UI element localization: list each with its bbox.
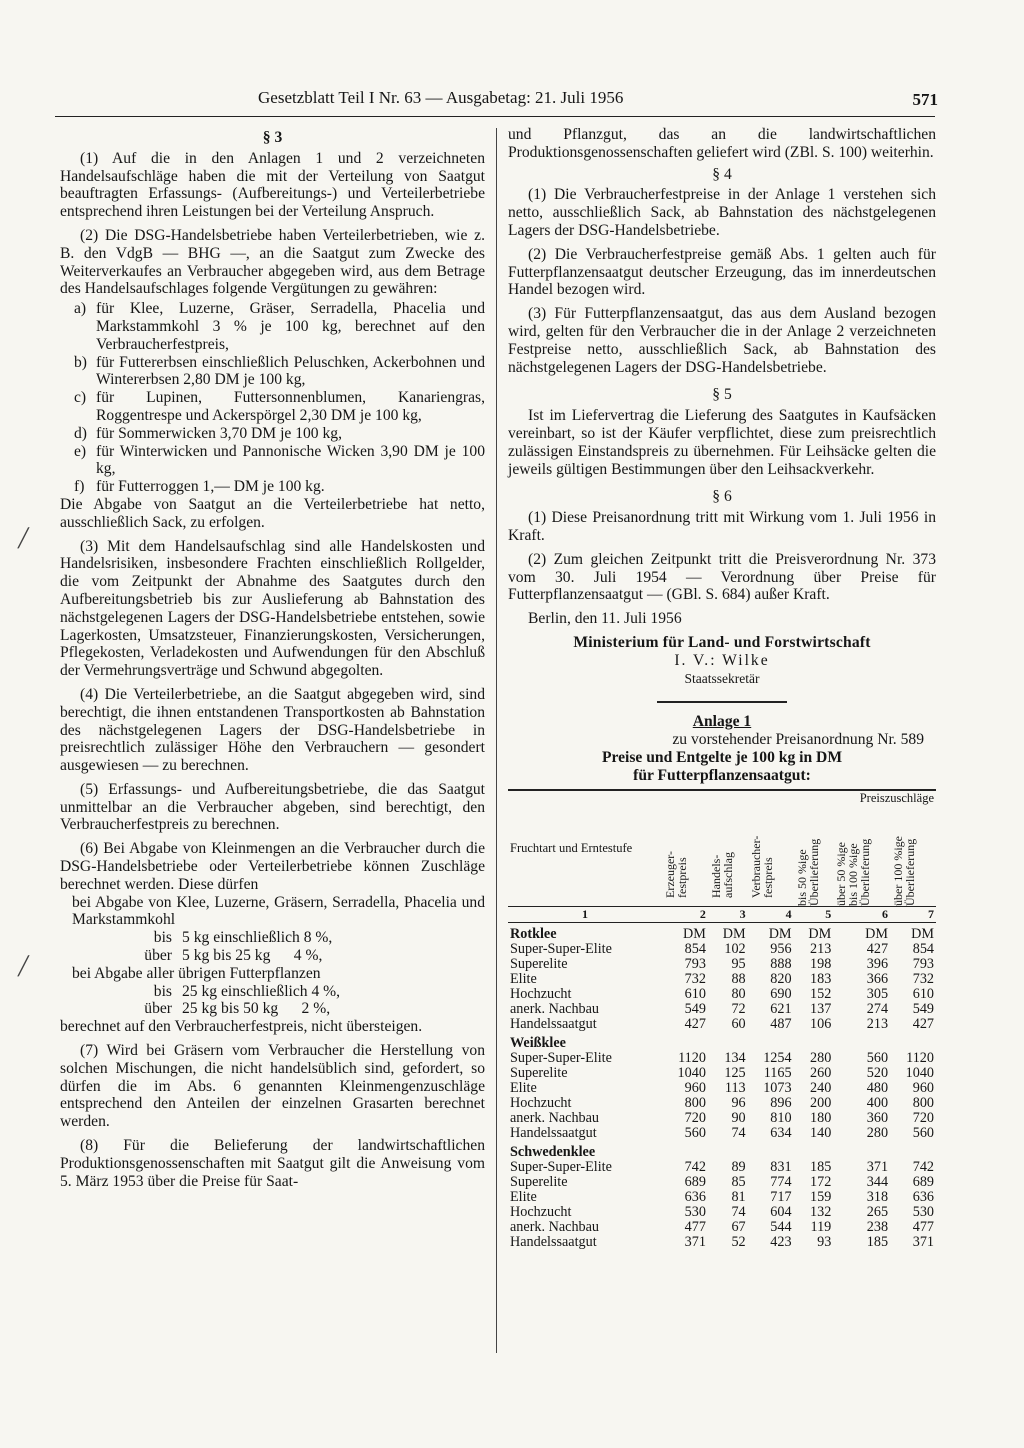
table-cell: 487 xyxy=(770,1015,792,1032)
table-cell: 477 xyxy=(912,1218,934,1235)
table-cell: 427 xyxy=(684,1015,706,1032)
table-cell: 185 xyxy=(866,1233,889,1250)
unit-cell: DM xyxy=(768,925,792,942)
list-item-label: b) xyxy=(74,353,87,371)
row-label: Elite xyxy=(510,1079,537,1096)
list-item xyxy=(74,478,485,496)
table-row xyxy=(508,1051,936,1066)
column-header xyxy=(833,806,890,907)
row-label: Superelite xyxy=(510,955,568,972)
table-cell: 732 xyxy=(684,970,706,987)
paragraph: (5) Erfassungs- und Aufbereitungsbetriebe, die das Saatgut unmittelbar an die Verbraucher abgeben, sind berechtigt, den Verbraucherfestpreis zu berechnen. xyxy=(60,780,485,834)
row-label: Super-Super-Elite xyxy=(510,1158,612,1175)
row-label: Handelssaatgut xyxy=(510,1015,597,1032)
table-row xyxy=(508,1002,936,1017)
tier-qualifier: bis xyxy=(153,929,172,947)
table-cell: 560 xyxy=(684,1124,706,1141)
table-cell: 720 xyxy=(684,1109,706,1126)
tier-qualifier: über xyxy=(144,1000,172,1018)
table-cell: 159 xyxy=(810,1188,832,1205)
table-cell: 549 xyxy=(684,1000,706,1017)
table-cell: 742 xyxy=(912,1158,934,1175)
section-heading: § 3 xyxy=(262,129,283,146)
table-cell: 89 xyxy=(731,1158,746,1175)
page-number: 571 xyxy=(912,90,938,109)
table-cell: 67 xyxy=(731,1218,746,1235)
row-label: Superelite xyxy=(510,1064,568,1081)
column-header xyxy=(708,790,748,907)
left-column xyxy=(60,126,485,1196)
column-header-label: über 50 %ige bis 100 %ige Überlieferung xyxy=(834,838,873,906)
list-item xyxy=(74,300,485,353)
table-cell: 742 xyxy=(684,1158,706,1175)
column-number-row xyxy=(508,906,936,922)
place-date: Berlin, den 11. Juli 1956 xyxy=(528,610,682,628)
table-cell: 318 xyxy=(866,1188,889,1205)
row-label: Super-Super-Elite xyxy=(510,940,612,957)
paragraph: Die Abgabe von Saatgut an die Verteilerbetriebe hat netto, ausschließlich Sack, zu erfolgen. xyxy=(60,495,485,531)
table-cell: 95 xyxy=(731,955,746,972)
column-header-label: Verbraucher- festpreis xyxy=(748,835,775,898)
tier-qualifier: über xyxy=(144,947,172,965)
table-cell: 810 xyxy=(770,1109,792,1126)
table-cell: 427 xyxy=(866,940,889,957)
table-cell: 634 xyxy=(770,1124,792,1141)
table-cell: 85 xyxy=(731,1173,746,1190)
section-heading: § 6 xyxy=(712,488,732,506)
annex-subtitle: zu vorstehender Preisanordnung Nr. 589 xyxy=(672,731,924,749)
paragraph: (1) Auf die in den Anlagen 1 und 2 verzeichneten Handelsaufschläge haben die mit der Verteilung von Saatgut beauftragten Erfassungs- (Aufbereitungs-) und Verteilerbetriebe entsprechend ihren Leistungen bei der Verteilung Anspruch. xyxy=(60,149,485,221)
paragraph: (4) Die Verteilerbetriebe, an die Saatgut abgegeben wird, sind berechtigt, die ihnen entstandenen Transportkosten ab Bahnstation des nächstgelegenen Lagers der DSG-Handelsbetriebe in preisrechtlich zulässiger Höhe den Verbrauchern — gesondert ausgewiesen — zu berechnen. xyxy=(60,685,485,775)
table-cell: 180 xyxy=(810,1109,832,1126)
table-row xyxy=(508,1175,936,1190)
group-spacer xyxy=(662,1032,936,1051)
table-cell: 621 xyxy=(770,1000,792,1017)
table-cell: 396 xyxy=(866,955,889,972)
table-cell: 96 xyxy=(731,1094,746,1111)
table-cell: 125 xyxy=(724,1064,746,1081)
table-cell: 371 xyxy=(866,1158,889,1175)
table-cell: 636 xyxy=(912,1188,934,1205)
column-number: 2 xyxy=(662,906,708,922)
table-cell: 90 xyxy=(731,1109,746,1126)
table-cell: 265 xyxy=(866,1203,889,1220)
table-row xyxy=(508,1017,936,1032)
page-header xyxy=(258,88,938,118)
table-cell: 689 xyxy=(912,1173,934,1190)
table-cell: 549 xyxy=(912,1000,934,1017)
row-label: Hochzucht xyxy=(510,985,572,1002)
table-cell: 137 xyxy=(810,1000,832,1017)
table-cell: 636 xyxy=(684,1188,706,1205)
list-item-text: für Futterroggen 1,— DM je 100 kg. xyxy=(96,478,325,496)
table-cell: 423 xyxy=(770,1233,792,1250)
paragraph: (7) Wird bei Gräsern vom Verbraucher die Herstellung von solchen Mischungen, die nicht handelsüblich sind, gefordert, so dürfen die im Abs. 6 genannten Kleinmengenzuschläge entsprechend den Anteilen der einzelnen Grasarten berechnet werden. xyxy=(60,1042,485,1131)
table-cell: 427 xyxy=(912,1015,934,1032)
paragraph: (2) Die Verbraucherfestpreise gemäß Abs. 1 gelten auch für Futterpflanzensaatgut deutscher Erzeugung, das im innerdeutschen Handel bezogen wird. xyxy=(508,245,936,299)
unit-cell: DM xyxy=(683,925,706,942)
table-cell: 831 xyxy=(770,1158,792,1175)
list-item xyxy=(74,389,485,425)
table-row xyxy=(508,1111,936,1126)
table-cell: 774 xyxy=(770,1173,792,1190)
table-cell: 172 xyxy=(810,1173,832,1190)
column-header-label: über 100 %ige Überlieferung xyxy=(891,835,918,906)
row-label: Elite xyxy=(510,970,537,987)
margin-mark: ╱ xyxy=(18,528,29,548)
header-rule xyxy=(55,116,935,117)
signature-ministry: Ministerium für Land- und Forstwirtschaft xyxy=(573,633,871,651)
paragraph: berechnet auf den Verbraucherfestpreis, nicht übersteigen. xyxy=(60,1018,423,1036)
table-cell: 240 xyxy=(810,1079,832,1096)
signature-role: Staatssekretär xyxy=(684,670,760,686)
list-item-text: für Klee, Luzerne, Gräser, Serradella, Phacelia und Markstammkohl 3 % je 100 kg, berechnet auf den Verbraucherfestpreis, xyxy=(96,300,485,353)
table-cell: 280 xyxy=(810,1049,832,1066)
table-cell: 717 xyxy=(770,1188,792,1205)
unit-cell: DM xyxy=(722,925,746,942)
paragraph: (1) Diese Preisanordnung tritt mit Wirkung vom 1. Juli 1956 in Kraft. xyxy=(508,509,936,544)
table-cell: 93 xyxy=(817,1233,832,1250)
table-cell: 152 xyxy=(810,985,832,1002)
table-cell: 366 xyxy=(866,970,889,987)
table-cell: 820 xyxy=(770,970,792,987)
unit-cell: DM xyxy=(911,925,934,942)
list-item-text: für Lupinen, Futtersonnenblumen, Kanariengras, Roggentrespe und Ackerspörgel 2,30 DM je 100 kg, xyxy=(96,389,485,424)
table-cell: 88 xyxy=(731,970,746,987)
table-cell: 1073 xyxy=(763,1079,792,1096)
table-cell: 520 xyxy=(866,1064,889,1081)
paragraph: (2) Die DSG-Handelsbetriebe haben Verteilerbetrieben, wie z. B. den VdgB — BHG —, an die Saatgut zum Zwecke des Weiterverkaufes an Verbraucher abgegeben wird, aus dem Betrage des Handelsaufschlages folgende Vergütungen zu gewähren: xyxy=(60,226,485,298)
table-cell: 793 xyxy=(912,955,934,972)
table-cell: 530 xyxy=(684,1203,706,1220)
table-cell: 183 xyxy=(810,970,832,987)
table-cell: 854 xyxy=(912,940,934,957)
price-table xyxy=(508,789,936,1250)
list xyxy=(60,300,485,496)
paragraph: und Pflanzgut, das an die landwirtschaftlichen Produktionsgenossenschaften geliefert wird (ZBl. S. 100) weiterhin. xyxy=(508,126,936,161)
table-row xyxy=(508,957,936,972)
table-cell: 280 xyxy=(866,1124,889,1141)
table-cell: 52 xyxy=(731,1233,746,1250)
surcharge-tier xyxy=(72,1000,485,1018)
column-number: 4 xyxy=(748,906,794,922)
paragraph: (2) Zum gleichen Zeitpunkt tritt die Preisverordnung Nr. 373 vom 30. Juli 1954 — Verordnung über Preise für Futterpflanzensaatgut — (GBl. S. 684) außer Kraft. xyxy=(508,550,936,604)
paragraph: bei Abgabe aller übrigen Futterpflanzen xyxy=(72,964,321,982)
column-header xyxy=(890,806,936,907)
table-row xyxy=(508,987,936,1002)
table-cell: 198 xyxy=(810,955,832,972)
column-header xyxy=(794,806,834,907)
list-item-text: für Winterwicken und Pannonische Wicken 3,90 DM je 100 kg, xyxy=(96,442,485,478)
table-cell: 854 xyxy=(684,940,706,957)
table-cell: 213 xyxy=(866,1015,889,1032)
surcharge-tiers xyxy=(60,983,485,1019)
paragraph: bei Abgabe von Klee, Luzerne, Gräsern, Serradella, Phacelia und Markstammkohl xyxy=(72,893,485,929)
row-label: anerk. Nachbau xyxy=(510,1218,600,1235)
table-row xyxy=(508,972,936,987)
right-column xyxy=(508,126,936,1250)
table-cell: 106 xyxy=(810,1015,832,1032)
table-cell: 134 xyxy=(724,1049,746,1066)
table-cell: 720 xyxy=(912,1109,934,1126)
table-cell: 610 xyxy=(912,985,934,1002)
table-cell: 896 xyxy=(770,1094,792,1111)
column-number: 3 xyxy=(708,906,748,922)
table-cell: 888 xyxy=(770,955,792,972)
group-name: Rotklee xyxy=(510,925,557,942)
table-row xyxy=(508,1126,936,1141)
table-row xyxy=(508,942,936,957)
column-number: 7 xyxy=(890,906,936,922)
surcharge-tier xyxy=(72,947,485,965)
group-name: Schwedenklee xyxy=(510,1143,596,1160)
table-cell: 1040 xyxy=(677,1064,706,1081)
tier-range: 5 kg einschließlich 8 %, xyxy=(182,929,333,947)
list-item xyxy=(74,354,485,390)
divider xyxy=(657,701,787,703)
table-cell: 72 xyxy=(731,1000,746,1017)
table-cell: 360 xyxy=(866,1109,889,1126)
list-item-text: für Futtererbsen einschließlich Peluschken, Ackerbohnen und Wintererbsen 2,80 DM je 100 kg, xyxy=(96,353,485,389)
table-cell: 689 xyxy=(684,1173,706,1190)
table-cell: 477 xyxy=(684,1218,706,1235)
paragraph: (6) Bei Abgabe von Kleinmengen an die Verbraucher durch die DSG-Handelsbetriebe oder Verteilerbetriebe können Zuschläge berechnet werden. Diese dürfen xyxy=(60,840,485,893)
table-row xyxy=(508,1235,936,1250)
table-cell: 113 xyxy=(724,1079,746,1096)
list-item-label: e) xyxy=(74,442,87,460)
section-heading: § 5 xyxy=(712,386,732,404)
row-label: Handelssaatgut xyxy=(510,1124,597,1141)
table-row xyxy=(508,1220,936,1235)
tier-qualifier: bis xyxy=(153,982,172,1000)
group-spacer xyxy=(662,1141,936,1160)
tier-range: 25 kg bis 50 kg 2 %, xyxy=(182,1000,331,1018)
row-label: Elite xyxy=(510,1188,537,1205)
table-cell: 690 xyxy=(770,985,792,1002)
row-label: anerk. Nachbau xyxy=(510,1109,600,1126)
page-title: Gesetzblatt Teil I Nr. 63 — Ausgabetag: 21. Juli 1956 xyxy=(258,88,624,107)
table-cell: 371 xyxy=(912,1233,934,1250)
group-row xyxy=(508,1032,936,1051)
table-cell: 793 xyxy=(684,955,706,972)
table-cell: 610 xyxy=(684,985,706,1002)
table-cell: 80 xyxy=(731,985,746,1002)
table-row xyxy=(508,1081,936,1096)
table-cell: 274 xyxy=(866,1000,889,1017)
list-item xyxy=(74,425,485,443)
table-cell: 800 xyxy=(684,1094,706,1111)
paragraph: (1) Die Verbraucherfestpreise in der Anlage 1 verstehen sich netto, ausschließlich Sack, ab Bahnstation des nächstgelegenen Lagers der DSG-Handelsbetriebe. xyxy=(508,186,936,239)
table-cell: 305 xyxy=(866,985,889,1002)
signature-signer: I. V.: Wilke xyxy=(674,651,770,669)
table-cell: 74 xyxy=(731,1124,746,1141)
table-cell: 560 xyxy=(866,1049,889,1066)
table-cell: 1040 xyxy=(905,1064,934,1081)
surcharge-tier xyxy=(72,929,485,947)
row-label: anerk. Nachbau xyxy=(510,1000,600,1017)
surcharge-tier xyxy=(72,983,485,1001)
row-label: Hochzucht xyxy=(510,1203,572,1220)
column-header xyxy=(748,790,794,907)
margin-mark: ╱ xyxy=(18,956,29,976)
table-cell: 119 xyxy=(810,1218,832,1235)
table-cell: 238 xyxy=(866,1218,889,1235)
group-row xyxy=(508,1141,936,1160)
section-heading: § 4 xyxy=(712,165,732,183)
price-table-body xyxy=(508,922,936,1250)
column-header-label: Erzeuger- festpreis xyxy=(663,850,689,898)
paragraph: (8) Für die Belieferung der landwirtschaftlichen Produktionsgenossenschaften mit Saatgut gilt die Anweisung vom 5. März 1953 über die Preise für Saat- xyxy=(60,1137,485,1190)
table-row xyxy=(508,1160,936,1175)
table-cell: 400 xyxy=(866,1094,889,1111)
table-cell: 1120 xyxy=(678,1049,706,1066)
table-cell: 260 xyxy=(810,1064,832,1081)
table-cell: 480 xyxy=(866,1079,889,1096)
column-divider xyxy=(496,128,497,1353)
column-header xyxy=(508,790,662,907)
table-row xyxy=(508,1190,936,1205)
table-cell: 560 xyxy=(912,1124,934,1141)
table-row xyxy=(508,1205,936,1220)
annex-heading: Preise und Entgelte je 100 kg in DM xyxy=(601,748,843,766)
paragraph: (3) Mit dem Handelsaufschlag sind alle Handelskosten und Handelsrisiken, insbesondere Frachten einschließlich Rollgelder, die vom Zeitpunkt der Abnahme des Saatgutes durch den Aufbereitungsbetrieb bis zur Auslieferung ab Bahnstation des nächstgelegenen Lagers der DSG-Handelsbetriebe entstehen, sowie Lagerkosten, Umsatzsteuer, Finanzierungskosten, Versicherungen, Pflegekosten, Verladekosten und Aufwendungen für den Abschluß der Vermehrungsverträge und Schwund abgegolten. xyxy=(60,537,485,680)
column-header-label: Fruchtart und Erntestufe xyxy=(510,840,633,855)
list-item xyxy=(74,443,485,479)
column-number: 6 xyxy=(833,906,890,922)
row-label: Superelite xyxy=(510,1173,568,1190)
column-header-label: Handels- aufschlag xyxy=(708,852,735,898)
column-header-label: bis 50 %ige Überlieferung xyxy=(794,838,821,906)
table-cell: 140 xyxy=(810,1124,832,1141)
table-cell: 74 xyxy=(731,1203,746,1220)
column-number: 1 xyxy=(508,906,662,922)
row-label: Handelssaatgut xyxy=(510,1233,597,1250)
table-cell: 960 xyxy=(684,1079,706,1096)
table-cell: 1120 xyxy=(906,1049,934,1066)
unit-cell: DM xyxy=(808,925,832,942)
group-name: Weißklee xyxy=(510,1034,566,1051)
table-cell: 956 xyxy=(770,940,792,957)
list-item-label: f) xyxy=(74,478,85,496)
unit-cell: DM xyxy=(865,925,889,942)
list-item-text: für Sommerwicken 3,70 DM je 100 kg, xyxy=(96,424,342,442)
paragraph: Ist im Liefervertrag die Lieferung des Saatgutes in Kaufsäcken vereinbart, so ist der Käufer verpflichtet, diese zum preisrechtlich zulässigen Einstandspreis zu übernehmen. Für Leihsäcke gelten die jeweils gültigen Bestimmungen über den Leihsackverkehr. xyxy=(508,407,936,478)
tier-range: 25 kg einschließlich 4 %, xyxy=(182,982,341,1000)
list-item-label: a) xyxy=(74,300,87,318)
annex-heading: für Futterpflanzensaatgut: xyxy=(633,766,811,784)
table-cell: 1165 xyxy=(763,1064,792,1081)
row-label: Hochzucht xyxy=(510,1094,572,1111)
table-cell: 960 xyxy=(912,1079,934,1096)
column-header xyxy=(662,790,708,907)
table-cell: 371 xyxy=(684,1233,706,1250)
table-cell: 344 xyxy=(866,1173,889,1190)
table-cell: 1254 xyxy=(763,1049,792,1066)
table-cell: 732 xyxy=(912,970,934,987)
table-cell: 185 xyxy=(810,1158,832,1175)
table-cell: 102 xyxy=(724,940,746,957)
list-item-label: c) xyxy=(74,389,87,407)
table-cell: 200 xyxy=(810,1094,832,1111)
table-row xyxy=(508,1066,936,1081)
table-cell: 81 xyxy=(731,1188,746,1205)
list-item-label: d) xyxy=(74,424,87,442)
table-cell: 604 xyxy=(770,1203,792,1220)
paragraph: (3) Für Futterpflanzensaatgut, das aus dem Ausland bezogen wird, gelten für den Verbraucher die in der Anlage 2 verzeichneten Festpreise netto, ausschließlich Sack, ab Bahnstation des nächstgelegenen Lagers der DSG-Handelsbetriebe. xyxy=(508,305,936,376)
surcharge-tiers xyxy=(60,929,485,965)
table-row xyxy=(508,1096,936,1111)
table-cell: 213 xyxy=(810,940,832,957)
table-cell: 800 xyxy=(912,1094,934,1111)
annex-title: Anlage 1 xyxy=(692,713,752,731)
tier-range: 5 kg bis 25 kg 4 %, xyxy=(182,947,323,965)
table-cell: 132 xyxy=(810,1203,832,1220)
table-cell: 530 xyxy=(912,1203,934,1220)
column-number: 5 xyxy=(794,906,834,922)
table-cell: 544 xyxy=(770,1218,792,1235)
group-row xyxy=(508,922,936,942)
table-cell: 60 xyxy=(731,1015,746,1032)
row-label: Super-Super-Elite xyxy=(510,1049,612,1066)
column-group-header: Preiszuschläge xyxy=(794,790,936,806)
